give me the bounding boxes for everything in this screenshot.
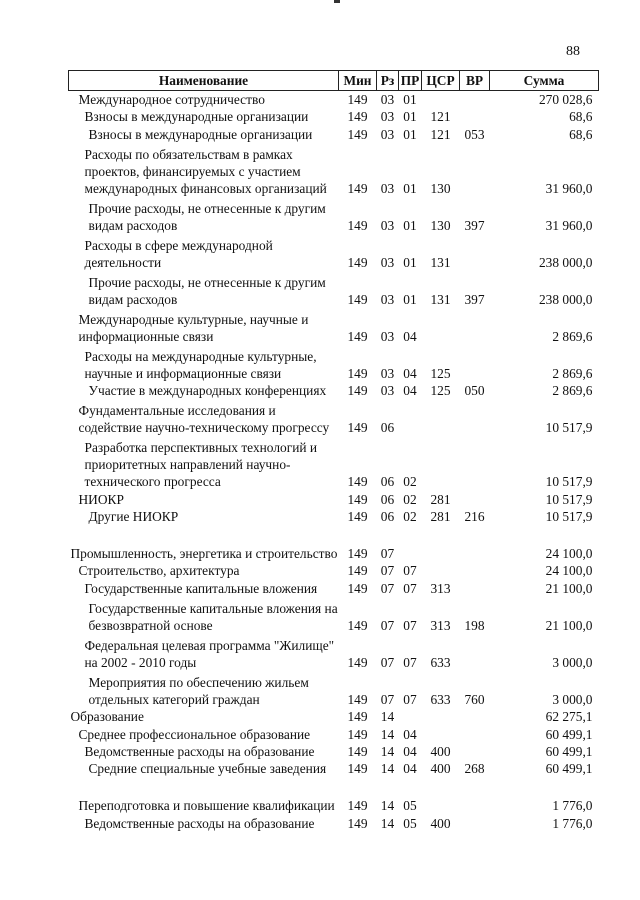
cell-vr — [460, 777, 490, 814]
cell-name: Государственные капитальные вложения на безвозвратной основе — [88, 600, 338, 633]
cell-pr: 07 — [403, 617, 417, 633]
cell-name: Взносы в международные организации — [84, 109, 309, 125]
cell-min: 149 — [347, 761, 368, 777]
cell-pr: 04 — [403, 726, 417, 742]
cell-min: 149 — [347, 291, 368, 307]
cell-pr: 01 — [403, 126, 417, 142]
table-row — [69, 597, 599, 634]
cell-rz: 07 — [380, 563, 395, 579]
cell-csr — [422, 708, 460, 725]
cell-rz: 07 — [380, 545, 395, 561]
table-row — [69, 671, 599, 708]
cell-name: Разработка перспективных технологий и приоритетных направлений научно-технического прогресса — [84, 440, 318, 490]
cell-csr — [422, 91, 460, 109]
cell-vr: 760 — [464, 691, 485, 707]
cell-sum: 68,6 — [569, 126, 593, 142]
cell-rz: 03 — [380, 180, 395, 196]
cell-min: 149 — [347, 654, 368, 670]
cell-sum: 10 517,9 — [545, 508, 593, 524]
cell-name: Фундаментальные исследования и содействие научно-техническому прогрессу — [78, 403, 330, 436]
cell-sum: 24 100,0 — [545, 545, 593, 561]
cell-rz: 03 — [380, 365, 395, 381]
cell-csr: 400 — [430, 761, 451, 777]
cell-pr: 07 — [403, 563, 417, 579]
cell-vr — [460, 562, 490, 579]
header-sum: Сумма — [490, 71, 599, 91]
table-body — [69, 91, 599, 832]
table-row — [69, 708, 599, 725]
cell-name: Среднее профессиональное образование — [78, 726, 311, 742]
cell-name: Мероприятия по обеспечению жильем отдельных категорий граждан — [88, 674, 309, 707]
cell-pr: 07 — [403, 654, 417, 670]
cell-vr: 050 — [464, 383, 485, 399]
cell-sum: 31 960,0 — [545, 217, 593, 233]
cell-min: 149 — [347, 743, 368, 759]
cell-rz: 14 — [380, 709, 395, 725]
cell-vr — [460, 525, 490, 562]
cell-pr: 02 — [403, 474, 417, 490]
table-row — [69, 108, 599, 125]
cell-rz: 14 — [380, 815, 395, 831]
cell-vr — [460, 345, 490, 382]
cell-name: Расходы по обязательствам в рамках проектов, финансируемых с участием международных финансовых организаций — [84, 146, 327, 196]
cell-pr: 07 — [403, 580, 417, 596]
cell-min: 149 — [347, 254, 368, 270]
table-row — [69, 579, 599, 596]
cell-csr — [422, 725, 460, 742]
cell-pr — [399, 525, 422, 562]
cell-csr — [422, 562, 460, 579]
cell-vr — [460, 708, 490, 725]
cell-pr: 01 — [403, 291, 417, 307]
cell-name: Промышленность, энергетика и строительство — [70, 545, 338, 561]
cell-sum: 62 275,1 — [545, 709, 593, 725]
cell-csr: 400 — [430, 743, 451, 759]
cell-sum: 1 776,0 — [552, 798, 593, 814]
table-row — [69, 725, 599, 742]
budget-table — [68, 70, 599, 832]
header-name: Наименование — [69, 71, 339, 91]
cell-vr: 397 — [464, 217, 485, 233]
cell-pr: 04 — [403, 743, 417, 759]
cell-sum: 270 028,6 — [538, 92, 593, 107]
cell-rz: 14 — [380, 761, 395, 777]
cell-name: Международное сотрудничество — [78, 92, 265, 107]
cell-min: 149 — [347, 383, 368, 399]
table-header-row — [69, 71, 599, 91]
cell-sum: 2 869,6 — [552, 365, 593, 381]
cell-min: 149 — [347, 709, 368, 725]
cell-csr: 313 — [430, 580, 451, 596]
cell-vr — [460, 743, 490, 760]
table-row — [69, 143, 599, 197]
cell-vr — [460, 634, 490, 671]
cell-pr: 01 — [403, 180, 417, 196]
cell-sum: 238 000,0 — [538, 291, 593, 307]
cell-sum: 10 517,9 — [545, 420, 593, 436]
cell-vr — [460, 108, 490, 125]
cell-pr: 02 — [403, 491, 417, 507]
cell-name: Федеральная целевая программа "Жилище" на 2002 - 2010 годы — [84, 637, 335, 670]
cell-min: 149 — [347, 563, 368, 579]
cell-csr: 131 — [430, 291, 451, 307]
cell-rz: 07 — [380, 580, 395, 596]
cell-rz: 07 — [380, 617, 395, 633]
header-rz: Рз — [377, 71, 399, 91]
cell-pr: 01 — [403, 254, 417, 270]
cell-rz: 03 — [380, 291, 395, 307]
table-row — [69, 197, 599, 234]
cell-csr: 400 — [430, 815, 451, 831]
cell-vr: 053 — [464, 126, 485, 142]
cell-csr — [422, 525, 460, 562]
cell-min: 149 — [347, 580, 368, 596]
cell-rz: 14 — [380, 743, 395, 759]
cell-rz: 03 — [380, 109, 395, 125]
cell-min: 149 — [347, 126, 368, 142]
cell-pr: 07 — [403, 691, 417, 707]
cell-rz: 14 — [380, 798, 395, 814]
cell-sum: 10 517,9 — [545, 491, 593, 507]
cell-vr: 216 — [464, 508, 485, 524]
cell-name: Другие НИОКР — [88, 508, 179, 524]
scan-mark — [334, 0, 340, 3]
cell-name: Средние специальные учебные заведения — [88, 761, 327, 777]
cell-sum: 31 960,0 — [545, 180, 593, 196]
cell-sum: 60 499,1 — [545, 726, 593, 742]
cell-vr — [460, 814, 490, 831]
cell-sum: 68,6 — [569, 109, 593, 125]
header-csr: ЦСР — [422, 71, 460, 91]
cell-pr: 04 — [403, 761, 417, 777]
cell-pr: 05 — [403, 798, 417, 814]
cell-rz: 03 — [380, 328, 395, 344]
cell-sum: 3 000,0 — [552, 654, 593, 670]
cell-name: Международные культурные, научные и информационные связи — [78, 311, 309, 344]
cell-name: Прочие расходы, не отнесенные к другим видам расходов — [88, 274, 326, 307]
cell-pr: 04 — [403, 328, 417, 344]
cell-csr — [422, 399, 460, 436]
cell-rz: 06 — [380, 474, 395, 490]
cell-name: Участие в международных конференциях — [88, 383, 327, 399]
cell-min: 149 — [347, 109, 368, 125]
cell-min: 149 — [347, 508, 368, 524]
cell-pr: 04 — [403, 365, 417, 381]
table-row — [69, 436, 599, 490]
table-row — [69, 777, 599, 814]
cell-vr — [460, 234, 490, 271]
cell-min: 149 — [347, 180, 368, 196]
cell-sum: 2 869,6 — [552, 383, 593, 399]
cell-rz: 03 — [380, 383, 395, 399]
cell-csr — [422, 436, 460, 490]
cell-sum: 1 776,0 — [552, 815, 593, 831]
cell-csr: 633 — [430, 691, 451, 707]
table-row — [69, 814, 599, 831]
table-row — [69, 562, 599, 579]
header-vr: ВР — [460, 71, 490, 91]
cell-vr — [460, 725, 490, 742]
cell-vr: 397 — [464, 291, 485, 307]
table-row — [69, 399, 599, 436]
table-row — [69, 234, 599, 271]
cell-min: 149 — [347, 815, 368, 831]
cell-min: 149 — [347, 617, 368, 633]
table-row — [69, 508, 599, 525]
table-row — [69, 743, 599, 760]
cell-name: Ведомственные расходы на образование — [84, 815, 315, 831]
cell-name: Расходы в сфере международной деятельности — [84, 237, 273, 270]
cell-min: 149 — [347, 491, 368, 507]
cell-name: Прочие расходы, не отнесенные к другим видам расходов — [88, 200, 326, 233]
cell-min: 149 — [347, 691, 368, 707]
cell-csr: 130 — [430, 180, 451, 196]
cell-csr: 313 — [430, 617, 451, 633]
cell-vr — [460, 308, 490, 345]
cell-vr: 268 — [464, 761, 485, 777]
cell-sum: 3 000,0 — [552, 691, 593, 707]
table-row — [69, 271, 599, 308]
cell-rz: 07 — [380, 654, 395, 670]
cell-vr — [460, 143, 490, 197]
cell-pr: 04 — [403, 383, 417, 399]
cell-rz: 06 — [380, 420, 395, 436]
cell-rz: 07 — [380, 691, 395, 707]
cell-name: Переподготовка и повышение квалификации — [78, 798, 335, 814]
cell-pr: 01 — [403, 109, 417, 125]
cell-csr — [422, 308, 460, 345]
cell-name: Образование — [70, 709, 144, 725]
cell-min: 149 — [347, 328, 368, 344]
cell-name: Государственные капитальные вложения — [84, 580, 318, 596]
cell-csr: 281 — [430, 508, 451, 524]
table-row — [69, 490, 599, 507]
cell-min: 149 — [347, 217, 368, 233]
cell-min: 149 — [347, 420, 368, 436]
cell-rz: 06 — [380, 491, 395, 507]
cell-sum: 24 100,0 — [545, 563, 593, 579]
cell-vr — [460, 436, 490, 490]
page-number: 88 — [566, 44, 580, 59]
cell-name: Взносы в международные организации — [88, 126, 313, 142]
cell-csr: 130 — [430, 217, 451, 233]
cell-pr: 01 — [403, 92, 417, 107]
cell-rz: 06 — [380, 508, 395, 524]
cell-csr: 121 — [430, 109, 451, 125]
cell-sum: 21 100,0 — [545, 580, 593, 596]
cell-pr: 01 — [403, 217, 417, 233]
cell-min: 149 — [347, 474, 368, 490]
cell-min: 149 — [347, 798, 368, 814]
cell-pr — [399, 708, 422, 725]
cell-csr: 281 — [430, 491, 451, 507]
cell-sum: 10 517,9 — [545, 474, 593, 490]
cell-sum: 2 869,6 — [552, 328, 593, 344]
cell-csr: 121 — [430, 126, 451, 142]
cell-sum: 60 499,1 — [545, 761, 593, 777]
table-row — [69, 125, 599, 142]
cell-rz: 03 — [380, 92, 395, 107]
header-pr: ПР — [399, 71, 422, 91]
table-row — [69, 525, 599, 562]
cell-min: 149 — [347, 92, 368, 107]
cell-rz: 03 — [380, 217, 395, 233]
table-row — [69, 634, 599, 671]
cell-csr: 131 — [430, 254, 451, 270]
cell-name: Расходы на международные культурные, научные и информационные связи — [84, 348, 317, 381]
cell-vr: 198 — [464, 617, 485, 633]
cell-csr: 125 — [430, 383, 451, 399]
cell-min: 149 — [347, 365, 368, 381]
cell-min: 149 — [347, 726, 368, 742]
cell-pr: 05 — [403, 815, 417, 831]
cell-vr — [460, 91, 490, 109]
cell-rz: 14 — [380, 726, 395, 742]
cell-name: Строительство, архитектура — [78, 563, 240, 579]
cell-sum: 238 000,0 — [538, 254, 593, 270]
cell-name: НИОКР — [78, 491, 124, 507]
cell-vr — [460, 490, 490, 507]
header-min: Мин — [339, 71, 377, 91]
cell-sum: 60 499,1 — [545, 743, 593, 759]
cell-sum: 21 100,0 — [545, 617, 593, 633]
table-row — [69, 345, 599, 382]
cell-rz: 03 — [380, 126, 395, 142]
table-row — [69, 308, 599, 345]
table-row — [69, 760, 599, 777]
cell-name: Ведомственные расходы на образование — [84, 743, 315, 759]
cell-csr: 633 — [430, 654, 451, 670]
table-row — [69, 91, 599, 109]
cell-csr — [422, 777, 460, 814]
cell-vr — [460, 399, 490, 436]
cell-csr: 125 — [430, 365, 451, 381]
cell-vr — [460, 579, 490, 596]
cell-rz: 03 — [380, 254, 395, 270]
cell-pr: 02 — [403, 508, 417, 524]
cell-min: 149 — [347, 545, 368, 561]
cell-pr — [399, 399, 422, 436]
table-row — [69, 382, 599, 399]
